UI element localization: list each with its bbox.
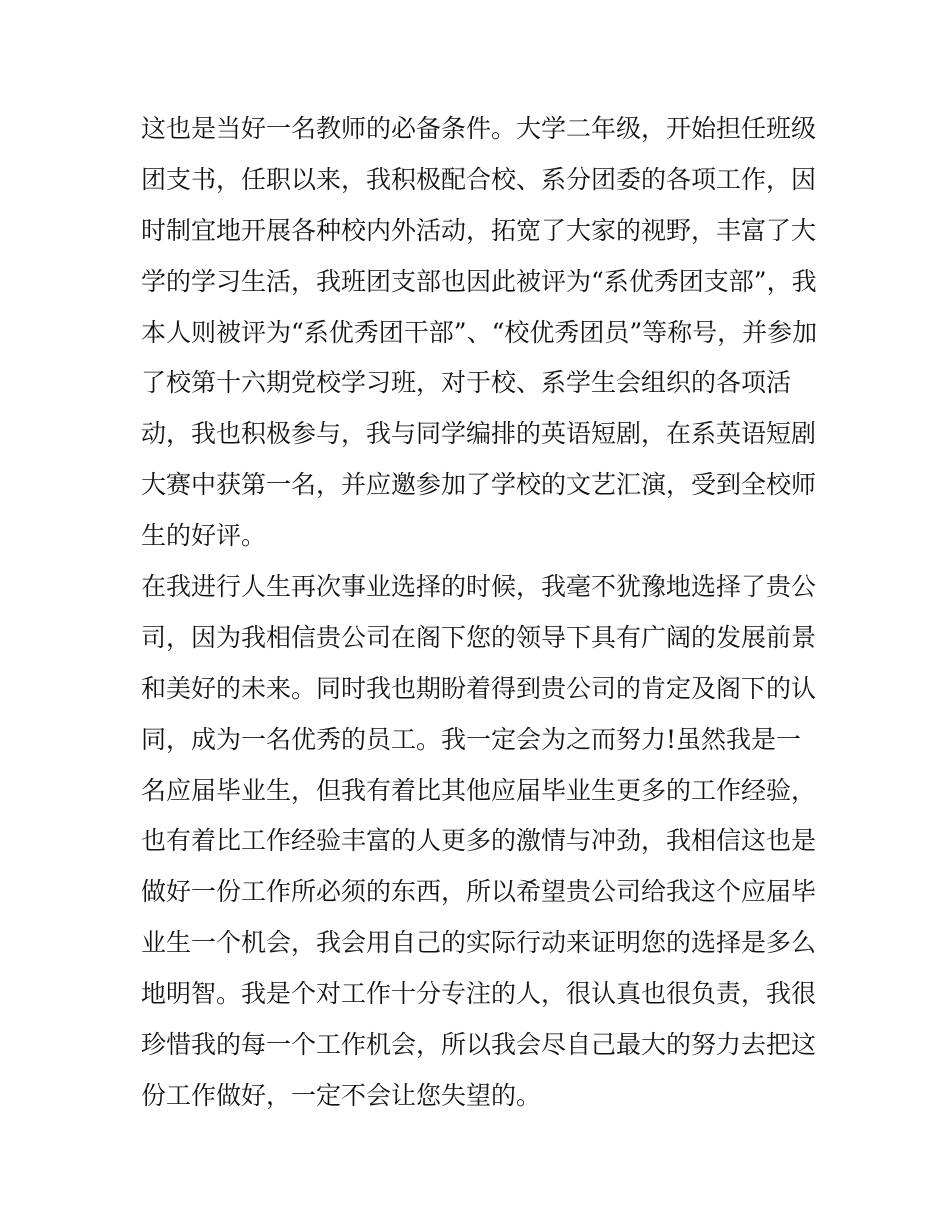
text-line: 团支书，任职以来，我积极配合校、系分团委的各项工作，因 (141, 164, 817, 194)
text-line: 学的学习生活，我班团支部也因此被评为“系优秀团支部”，我 (141, 266, 817, 296)
text-line: 业生一个机会，我会用自己的实际行动来证明您的选择是多么 (141, 928, 817, 958)
text-line: 这也是当好一名教师的必备条件。大学二年级，开始担任班级 (141, 114, 817, 143)
paragraph-1 (141, 104, 821, 562)
text-line: 也有着比工作经验丰富的人更多的激情与冲劲，我相信这也是 (141, 826, 817, 856)
text-line: 份工作做好，一定不会让您失望的。 (141, 1080, 542, 1110)
text-line: 大赛中获第一名，并应邀参加了学校的文艺汇演，受到全校师 (141, 470, 817, 500)
text-line: 名应届毕业生，但我有着比其他应届毕业生更多的工作经验， (141, 775, 817, 805)
text-line: 同，成为一名优秀的员工。我一定会为之而努力!虽然我是一 (141, 724, 802, 754)
text-line: 本人则被评为“系优秀团干部”、“校优秀团员”等称号，并参加 (141, 317, 818, 347)
text-line: 了校第十六期党校学习班，对于校、系学生会组织的各项活 (141, 368, 792, 398)
text-line: 时制宜地开展各种校内外活动，拓宽了大家的视野，丰富了大 (141, 215, 817, 245)
body-text (141, 104, 821, 1122)
text-line: 司，因为我相信贵公司在阁下您的领导下具有广阔的发展前景 (141, 622, 817, 652)
text-line: 和美好的未来。同时我也期盼着得到贵公司的肯定及阁下的认 (141, 673, 817, 703)
text-line: 地明智。我是个对工作十分专注的人，很认真也很负责，我很 (141, 979, 817, 1009)
paragraph-2 (141, 562, 821, 1122)
text-line: 做好一份工作所必须的东西，所以希望贵公司给我这个应届毕 (141, 877, 817, 907)
text-line: 动，我也积极参与，我与同学编排的英语短剧，在系英语短剧 (141, 419, 817, 449)
text-line: 珍惜我的每一个工作机会，所以我会尽自己最大的努力去把这 (141, 1030, 817, 1060)
text-line: 在我进行人生再次事业选择的时候，我毫不犹豫地选择了贵公 (141, 572, 817, 602)
text-line: 生的好评。 (141, 521, 267, 551)
